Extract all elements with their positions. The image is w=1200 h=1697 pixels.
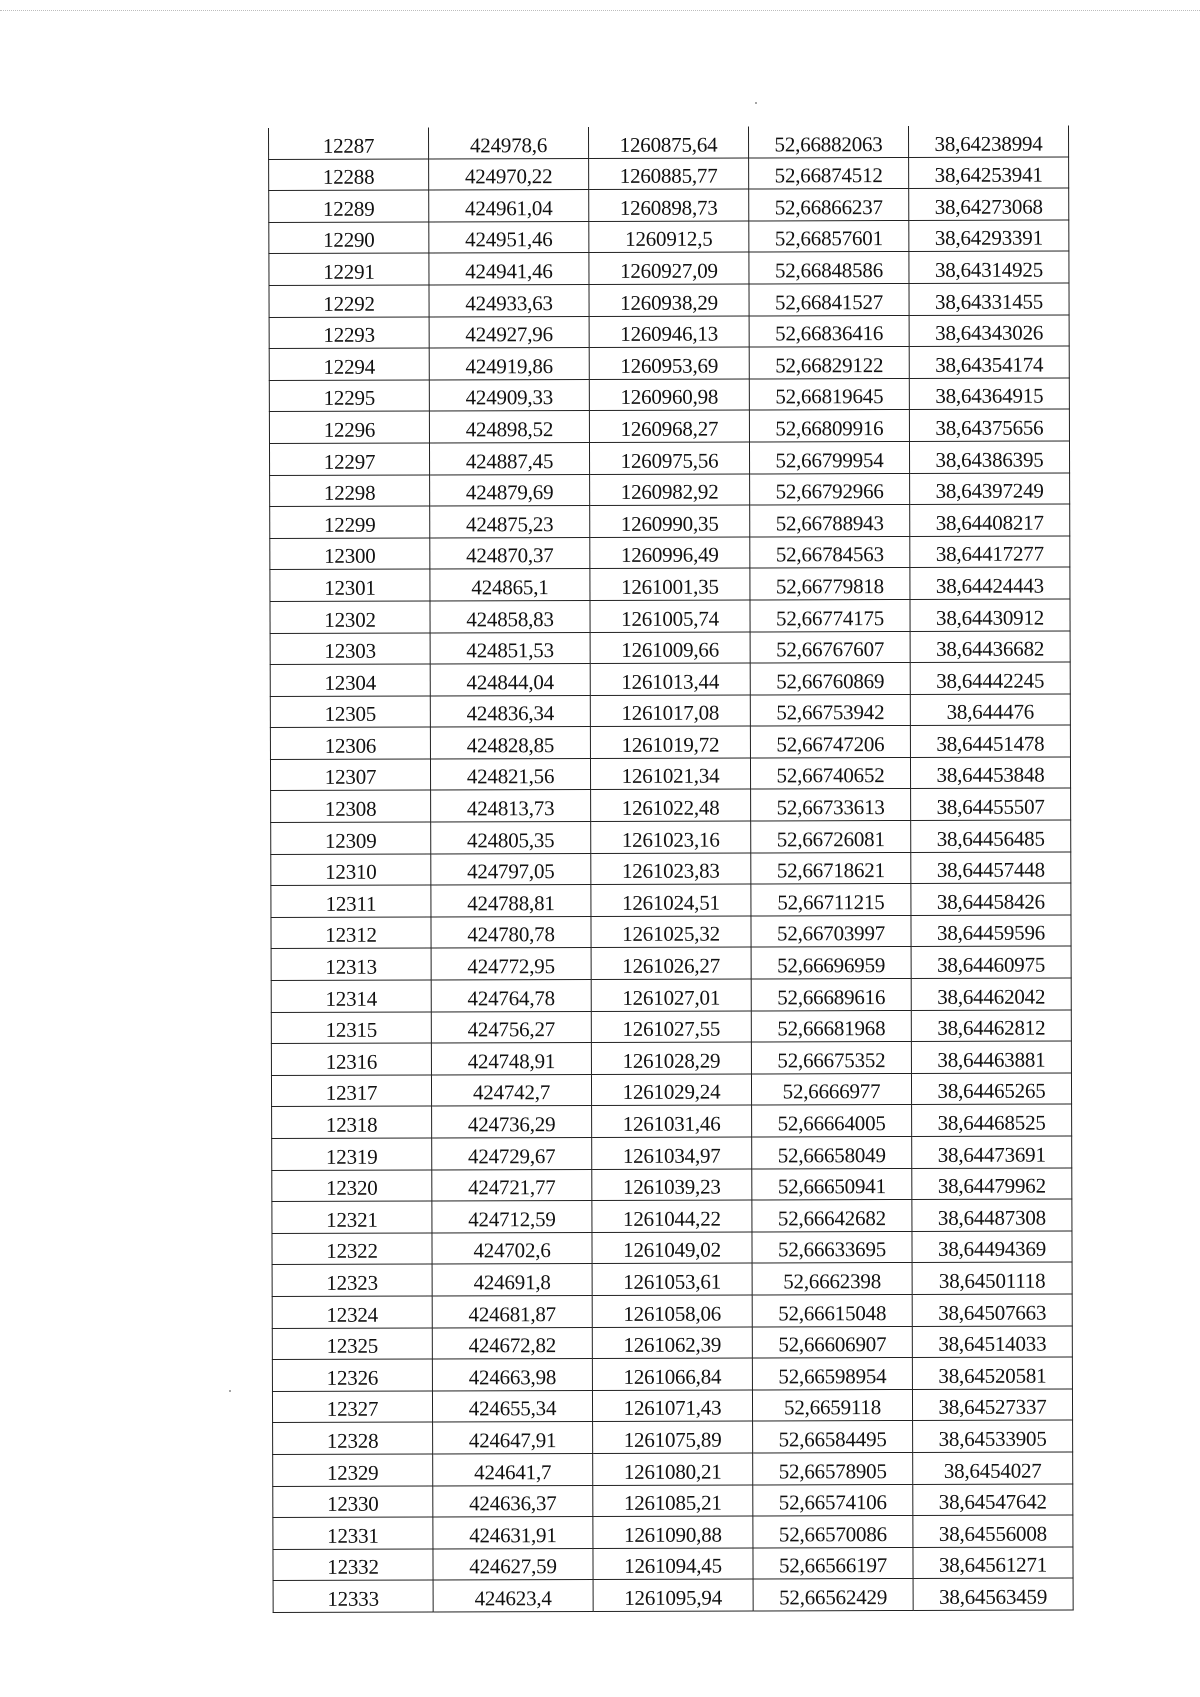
latitude-cell: 52,66566197 [753, 1547, 913, 1579]
x-coordinate-cell: 424933,63 [429, 284, 589, 316]
latitude-cell: 52,66809916 [749, 410, 909, 442]
point-number-cell: 12331 [273, 1517, 433, 1549]
table-row [273, 1452, 1073, 1486]
point-number-cell: 12328 [273, 1422, 433, 1454]
latitude-cell: 52,66767607 [750, 631, 910, 663]
x-coordinate-cell: 424879,69 [430, 474, 590, 506]
y-coordinate-cell: 1261028,29 [591, 1042, 751, 1074]
table-row [271, 820, 1071, 854]
table-row [272, 1136, 1072, 1170]
point-number-cell: 12296 [269, 411, 429, 443]
x-coordinate-cell: 424898,52 [429, 411, 589, 443]
point-number-cell: 12309 [271, 822, 431, 854]
x-coordinate-cell: 424742,7 [431, 1074, 591, 1106]
table-row [271, 788, 1071, 822]
table-row [272, 1168, 1072, 1202]
x-coordinate-cell: 424691,8 [432, 1264, 592, 1296]
table-row [269, 441, 1069, 475]
table-row [269, 125, 1069, 159]
latitude-cell: 52,66675352 [751, 1042, 911, 1074]
y-coordinate-cell: 1261017,08 [590, 695, 750, 727]
point-number-cell: 12333 [273, 1580, 433, 1612]
latitude-cell: 52,66733613 [751, 789, 911, 821]
table-row [269, 409, 1069, 443]
table-row [273, 1578, 1073, 1612]
table-row [271, 978, 1071, 1012]
latitude-cell: 52,66784563 [750, 536, 910, 568]
point-number-cell: 12298 [270, 475, 430, 507]
longitude-cell: 38,64462812 [911, 1010, 1071, 1042]
y-coordinate-cell: 1261024,51 [591, 884, 751, 916]
table-row [273, 1515, 1073, 1549]
longitude-cell: 38,64453848 [910, 757, 1070, 789]
point-number-cell: 12287 [269, 127, 429, 159]
scan-speck [229, 1390, 231, 1392]
longitude-cell: 38,64455507 [911, 788, 1071, 820]
table-row [269, 315, 1069, 349]
table-row [272, 1326, 1072, 1360]
longitude-cell: 38,64460975 [911, 946, 1071, 978]
y-coordinate-cell: 1260990,35 [590, 505, 750, 537]
y-coordinate-cell: 1261066,84 [592, 1358, 752, 1390]
latitude-cell: 52,66792966 [750, 473, 910, 505]
latitude-cell: 52,66570086 [753, 1516, 913, 1548]
point-number-cell: 12312 [271, 917, 431, 949]
latitude-cell: 52,66696959 [751, 947, 911, 979]
y-coordinate-cell: 1260953,69 [589, 347, 749, 379]
point-number-cell: 12302 [270, 601, 430, 633]
coordinate-table-body [269, 125, 1074, 1612]
table-row [270, 567, 1070, 601]
point-number-cell: 12320 [272, 1170, 432, 1202]
table-row [270, 599, 1070, 633]
y-coordinate-cell: 1260885,77 [589, 158, 749, 190]
latitude-cell: 52,66874512 [749, 157, 909, 189]
point-number-cell: 12315 [271, 1012, 431, 1044]
x-coordinate-cell: 424951,46 [429, 221, 589, 253]
x-coordinate-cell: 424736,29 [432, 1106, 592, 1138]
latitude-cell: 52,66633695 [752, 1231, 912, 1263]
y-coordinate-cell: 1261085,21 [593, 1485, 753, 1517]
y-coordinate-cell: 1260975,56 [589, 442, 749, 474]
table-row [271, 915, 1071, 949]
latitude-cell: 52,66799954 [749, 441, 909, 473]
longitude-cell: 38,64501118 [912, 1262, 1072, 1294]
x-coordinate-cell: 424813,73 [431, 790, 591, 822]
table-row [269, 220, 1069, 254]
point-number-cell: 12295 [269, 380, 429, 412]
latitude-cell: 52,66578905 [753, 1452, 913, 1484]
table-row [269, 346, 1069, 380]
longitude-cell: 38,64459596 [911, 915, 1071, 947]
longitude-cell: 38,64561271 [913, 1547, 1073, 1579]
x-coordinate-cell: 424641,7 [433, 1453, 593, 1485]
longitude-cell: 38,64408217 [910, 504, 1070, 536]
longitude-cell: 38,64458426 [911, 883, 1071, 915]
latitude-cell: 52,66689616 [751, 979, 911, 1011]
point-number-cell: 12304 [270, 664, 430, 696]
table-row [273, 1484, 1073, 1518]
x-coordinate-cell: 424941,46 [429, 253, 589, 285]
point-number-cell: 12327 [272, 1391, 432, 1423]
y-coordinate-cell: 1261022,48 [591, 789, 751, 821]
point-number-cell: 12299 [270, 506, 430, 538]
x-coordinate-cell: 424672,82 [432, 1327, 592, 1359]
latitude-cell: 52,66598954 [752, 1358, 912, 1390]
coordinate-table [268, 125, 1074, 1612]
point-number-cell: 12330 [273, 1486, 433, 1518]
longitude-cell: 38,64494369 [912, 1231, 1072, 1263]
longitude-cell: 38,64238994 [908, 125, 1068, 157]
table-row [273, 1547, 1073, 1581]
point-number-cell: 12321 [272, 1201, 432, 1233]
longitude-cell: 38,64473691 [912, 1136, 1072, 1168]
table-row [271, 1073, 1071, 1107]
longitude-cell: 38,64468525 [912, 1104, 1072, 1136]
y-coordinate-cell: 1260927,09 [589, 252, 749, 284]
point-number-cell: 12329 [273, 1454, 433, 1486]
y-coordinate-cell: 1261027,01 [591, 979, 751, 1011]
longitude-cell: 38,64343026 [909, 315, 1069, 347]
latitude-cell: 52,66848586 [749, 252, 909, 284]
longitude-cell: 38,64442245 [910, 662, 1070, 694]
table-row [269, 283, 1069, 317]
y-coordinate-cell: 1261026,27 [591, 947, 751, 979]
y-coordinate-cell: 1261090,88 [593, 1516, 753, 1548]
latitude-cell: 52,66658049 [752, 1136, 912, 1168]
x-coordinate-cell: 424623,4 [433, 1580, 593, 1612]
point-number-cell: 12316 [271, 1043, 431, 1075]
point-number-cell: 12322 [272, 1233, 432, 1265]
y-coordinate-cell: 1261029,24 [591, 1074, 751, 1106]
y-coordinate-cell: 1261021,34 [590, 758, 750, 790]
x-coordinate-cell: 424970,22 [429, 158, 589, 190]
longitude-cell: 38,64417277 [910, 536, 1070, 568]
longitude-cell: 38,64314925 [909, 251, 1069, 283]
x-coordinate-cell: 424844,04 [430, 664, 590, 696]
y-coordinate-cell: 1261080,21 [593, 1453, 753, 1485]
longitude-cell: 38,64465265 [911, 1073, 1071, 1105]
point-number-cell: 12289 [269, 190, 429, 222]
y-coordinate-cell: 1261094,45 [593, 1548, 753, 1580]
x-coordinate-cell: 424865,1 [430, 569, 590, 601]
longitude-cell: 38,644476 [910, 694, 1070, 726]
y-coordinate-cell: 1261019,72 [590, 726, 750, 758]
y-coordinate-cell: 1261075,89 [593, 1421, 753, 1453]
x-coordinate-cell: 424788,81 [431, 885, 591, 917]
y-coordinate-cell: 1260982,92 [590, 474, 750, 506]
x-coordinate-cell: 424805,35 [431, 822, 591, 854]
x-coordinate-cell: 424919,86 [429, 348, 589, 380]
latitude-cell: 52,66829122 [749, 347, 909, 379]
x-coordinate-cell: 424836,34 [430, 695, 590, 727]
x-coordinate-cell: 424756,27 [431, 1011, 591, 1043]
x-coordinate-cell: 424729,67 [432, 1137, 592, 1169]
latitude-cell: 52,66664005 [752, 1105, 912, 1137]
y-coordinate-cell: 1261095,94 [593, 1579, 753, 1611]
table-row [270, 694, 1070, 728]
x-coordinate-cell: 424647,91 [433, 1422, 593, 1454]
coordinate-table-container [268, 125, 1074, 1612]
point-number-cell: 12326 [272, 1359, 432, 1391]
latitude-cell: 52,6659118 [752, 1389, 912, 1421]
latitude-cell: 52,66819645 [749, 378, 909, 410]
latitude-cell: 52,66574106 [753, 1484, 913, 1516]
y-coordinate-cell: 1261001,35 [590, 568, 750, 600]
y-coordinate-cell: 1261027,55 [591, 1011, 751, 1043]
latitude-cell: 52,66606907 [752, 1326, 912, 1358]
y-coordinate-cell: 1261049,02 [592, 1232, 752, 1264]
longitude-cell: 38,64397249 [910, 473, 1070, 505]
longitude-cell: 38,64424443 [910, 567, 1070, 599]
latitude-cell: 52,66882063 [748, 126, 908, 158]
y-coordinate-cell: 1261031,46 [592, 1105, 752, 1137]
table-row [270, 725, 1070, 759]
point-number-cell: 12294 [269, 348, 429, 380]
longitude-cell: 38,64386395 [909, 441, 1069, 473]
longitude-cell: 38,6454027 [913, 1452, 1073, 1484]
x-coordinate-cell: 424961,04 [429, 190, 589, 222]
x-coordinate-cell: 424821,56 [430, 758, 590, 790]
longitude-cell: 38,64527337 [912, 1389, 1072, 1421]
y-coordinate-cell: 1261025,32 [591, 916, 751, 948]
latitude-cell: 52,66650941 [752, 1168, 912, 1200]
x-coordinate-cell: 424887,45 [429, 442, 589, 474]
y-coordinate-cell: 1261058,06 [592, 1295, 752, 1327]
x-coordinate-cell: 424797,05 [431, 853, 591, 885]
point-number-cell: 12325 [272, 1328, 432, 1360]
point-number-cell: 12318 [272, 1106, 432, 1138]
latitude-cell: 52,66760869 [750, 663, 910, 695]
y-coordinate-cell: 1260875,64 [588, 126, 748, 158]
x-coordinate-cell: 424927,96 [429, 316, 589, 348]
x-coordinate-cell: 424828,85 [430, 727, 590, 759]
x-coordinate-cell: 424721,77 [432, 1169, 592, 1201]
x-coordinate-cell: 424631,91 [433, 1517, 593, 1549]
x-coordinate-cell: 424663,98 [432, 1359, 592, 1391]
y-coordinate-cell: 1260968,27 [589, 410, 749, 442]
table-row [272, 1104, 1072, 1138]
y-coordinate-cell: 1260960,98 [589, 379, 749, 411]
point-number-cell: 12324 [272, 1296, 432, 1328]
x-coordinate-cell: 424636,37 [433, 1485, 593, 1517]
x-coordinate-cell: 424978,6 [428, 127, 588, 159]
y-coordinate-cell: 1261071,43 [592, 1390, 752, 1422]
y-coordinate-cell: 1260912,5 [589, 221, 749, 253]
latitude-cell: 52,66841527 [749, 283, 909, 315]
y-coordinate-cell: 1261013,44 [590, 663, 750, 695]
x-coordinate-cell: 424681,87 [432, 1295, 592, 1327]
table-row [272, 1199, 1072, 1233]
longitude-cell: 38,64331455 [909, 283, 1069, 315]
y-coordinate-cell: 1261039,23 [592, 1169, 752, 1201]
scan-edge-line [0, 10, 1200, 11]
point-number-cell: 12323 [272, 1264, 432, 1296]
latitude-cell: 52,66740652 [750, 757, 910, 789]
longitude-cell: 38,64451478 [910, 725, 1070, 757]
y-coordinate-cell: 1260946,13 [589, 316, 749, 348]
x-coordinate-cell: 424870,37 [430, 537, 590, 569]
point-number-cell: 12291 [269, 253, 429, 285]
table-row [270, 757, 1070, 791]
table-row [270, 536, 1070, 570]
x-coordinate-cell: 424780,78 [431, 916, 591, 948]
y-coordinate-cell: 1261044,22 [592, 1200, 752, 1232]
x-coordinate-cell: 424858,83 [430, 600, 590, 632]
latitude-cell: 52,6666977 [751, 1073, 911, 1105]
latitude-cell: 52,6662398 [752, 1263, 912, 1295]
scan-speck [755, 102, 757, 104]
point-number-cell: 12307 [270, 759, 430, 791]
table-row [271, 1041, 1071, 1075]
longitude-cell: 38,64354174 [909, 346, 1069, 378]
longitude-cell: 38,64533905 [913, 1420, 1073, 1452]
point-number-cell: 12332 [273, 1549, 433, 1581]
y-coordinate-cell: 1261005,74 [590, 600, 750, 632]
longitude-cell: 38,64430912 [910, 599, 1070, 631]
latitude-cell: 52,66718621 [751, 852, 911, 884]
longitude-cell: 38,64293391 [909, 220, 1069, 252]
point-number-cell: 12317 [271, 1075, 431, 1107]
longitude-cell: 38,64456485 [911, 820, 1071, 852]
latitude-cell: 52,66857601 [749, 220, 909, 252]
point-number-cell: 12288 [269, 159, 429, 191]
latitude-cell: 52,66615048 [752, 1294, 912, 1326]
y-coordinate-cell: 1261034,97 [592, 1137, 752, 1169]
y-coordinate-cell: 1261009,66 [590, 631, 750, 663]
y-coordinate-cell: 1260996,49 [590, 537, 750, 569]
longitude-cell: 38,64514033 [912, 1326, 1072, 1358]
latitude-cell: 52,66774175 [750, 599, 910, 631]
x-coordinate-cell: 424772,95 [431, 948, 591, 980]
latitude-cell: 52,66779818 [750, 568, 910, 600]
latitude-cell: 52,66703997 [751, 915, 911, 947]
longitude-cell: 38,64364915 [909, 378, 1069, 410]
y-coordinate-cell: 1260898,73 [589, 189, 749, 221]
longitude-cell: 38,64487308 [912, 1199, 1072, 1231]
longitude-cell: 38,64253941 [909, 157, 1069, 189]
table-row [272, 1294, 1072, 1328]
table-row [272, 1389, 1072, 1423]
table-row [269, 251, 1069, 285]
x-coordinate-cell: 424764,78 [431, 980, 591, 1012]
longitude-cell: 38,64462042 [911, 978, 1071, 1010]
latitude-cell: 52,66747206 [750, 726, 910, 758]
longitude-cell: 38,64463881 [911, 1041, 1071, 1073]
point-number-cell: 12311 [271, 885, 431, 917]
latitude-cell: 52,66726081 [751, 821, 911, 853]
table-row [271, 946, 1071, 980]
point-number-cell: 12310 [271, 854, 431, 886]
longitude-cell: 38,64436682 [910, 630, 1070, 662]
table-row [273, 1420, 1073, 1454]
point-number-cell: 12319 [272, 1138, 432, 1170]
point-number-cell: 12305 [270, 696, 430, 728]
point-number-cell: 12301 [270, 569, 430, 601]
longitude-cell: 38,64375656 [909, 409, 1069, 441]
y-coordinate-cell: 1261023,16 [591, 821, 751, 853]
longitude-cell: 38,64507663 [912, 1294, 1072, 1326]
x-coordinate-cell: 424712,59 [432, 1201, 592, 1233]
latitude-cell: 52,66836416 [749, 315, 909, 347]
table-row [271, 883, 1071, 917]
table-row [271, 852, 1071, 886]
table-row [270, 504, 1070, 538]
table-row [270, 473, 1070, 507]
latitude-cell: 52,66711215 [751, 884, 911, 916]
longitude-cell: 38,64479962 [912, 1168, 1072, 1200]
longitude-cell: 38,64273068 [909, 188, 1069, 220]
table-row [269, 157, 1069, 191]
y-coordinate-cell: 1261062,39 [592, 1327, 752, 1359]
x-coordinate-cell: 424702,6 [432, 1232, 592, 1264]
point-number-cell: 12308 [271, 790, 431, 822]
table-row [269, 188, 1069, 222]
x-coordinate-cell: 424875,23 [430, 506, 590, 538]
table-row [269, 378, 1069, 412]
point-number-cell: 12300 [270, 538, 430, 570]
latitude-cell: 52,66753942 [750, 694, 910, 726]
longitude-cell: 38,64457448 [911, 852, 1071, 884]
table-row [272, 1231, 1072, 1265]
longitude-cell: 38,64563459 [913, 1578, 1073, 1610]
table-row [272, 1262, 1072, 1296]
latitude-cell: 52,66562429 [753, 1579, 913, 1611]
y-coordinate-cell: 1260938,29 [589, 284, 749, 316]
x-coordinate-cell: 424909,33 [429, 379, 589, 411]
longitude-cell: 38,64520581 [912, 1357, 1072, 1389]
table-row [270, 662, 1070, 696]
point-number-cell: 12306 [270, 727, 430, 759]
point-number-cell: 12297 [269, 443, 429, 475]
table-row [272, 1357, 1072, 1391]
x-coordinate-cell: 424655,34 [432, 1390, 592, 1422]
x-coordinate-cell: 424748,91 [431, 1043, 591, 1075]
x-coordinate-cell: 424627,59 [433, 1548, 593, 1580]
latitude-cell: 52,66681968 [751, 1010, 911, 1042]
x-coordinate-cell: 424851,53 [430, 632, 590, 664]
latitude-cell: 52,66584495 [753, 1421, 913, 1453]
latitude-cell: 52,66788943 [750, 505, 910, 537]
point-number-cell: 12290 [269, 222, 429, 254]
point-number-cell: 12292 [269, 285, 429, 317]
y-coordinate-cell: 1261023,83 [591, 853, 751, 885]
longitude-cell: 38,64547642 [913, 1484, 1073, 1516]
point-number-cell: 12293 [269, 317, 429, 349]
point-number-cell: 12303 [270, 632, 430, 664]
point-number-cell: 12313 [271, 948, 431, 980]
y-coordinate-cell: 1261053,61 [592, 1263, 752, 1295]
point-number-cell: 12314 [271, 980, 431, 1012]
table-row [270, 630, 1070, 664]
longitude-cell: 38,64556008 [913, 1515, 1073, 1547]
latitude-cell: 52,66866237 [749, 189, 909, 221]
table-row [271, 1010, 1071, 1044]
latitude-cell: 52,66642682 [752, 1200, 912, 1232]
